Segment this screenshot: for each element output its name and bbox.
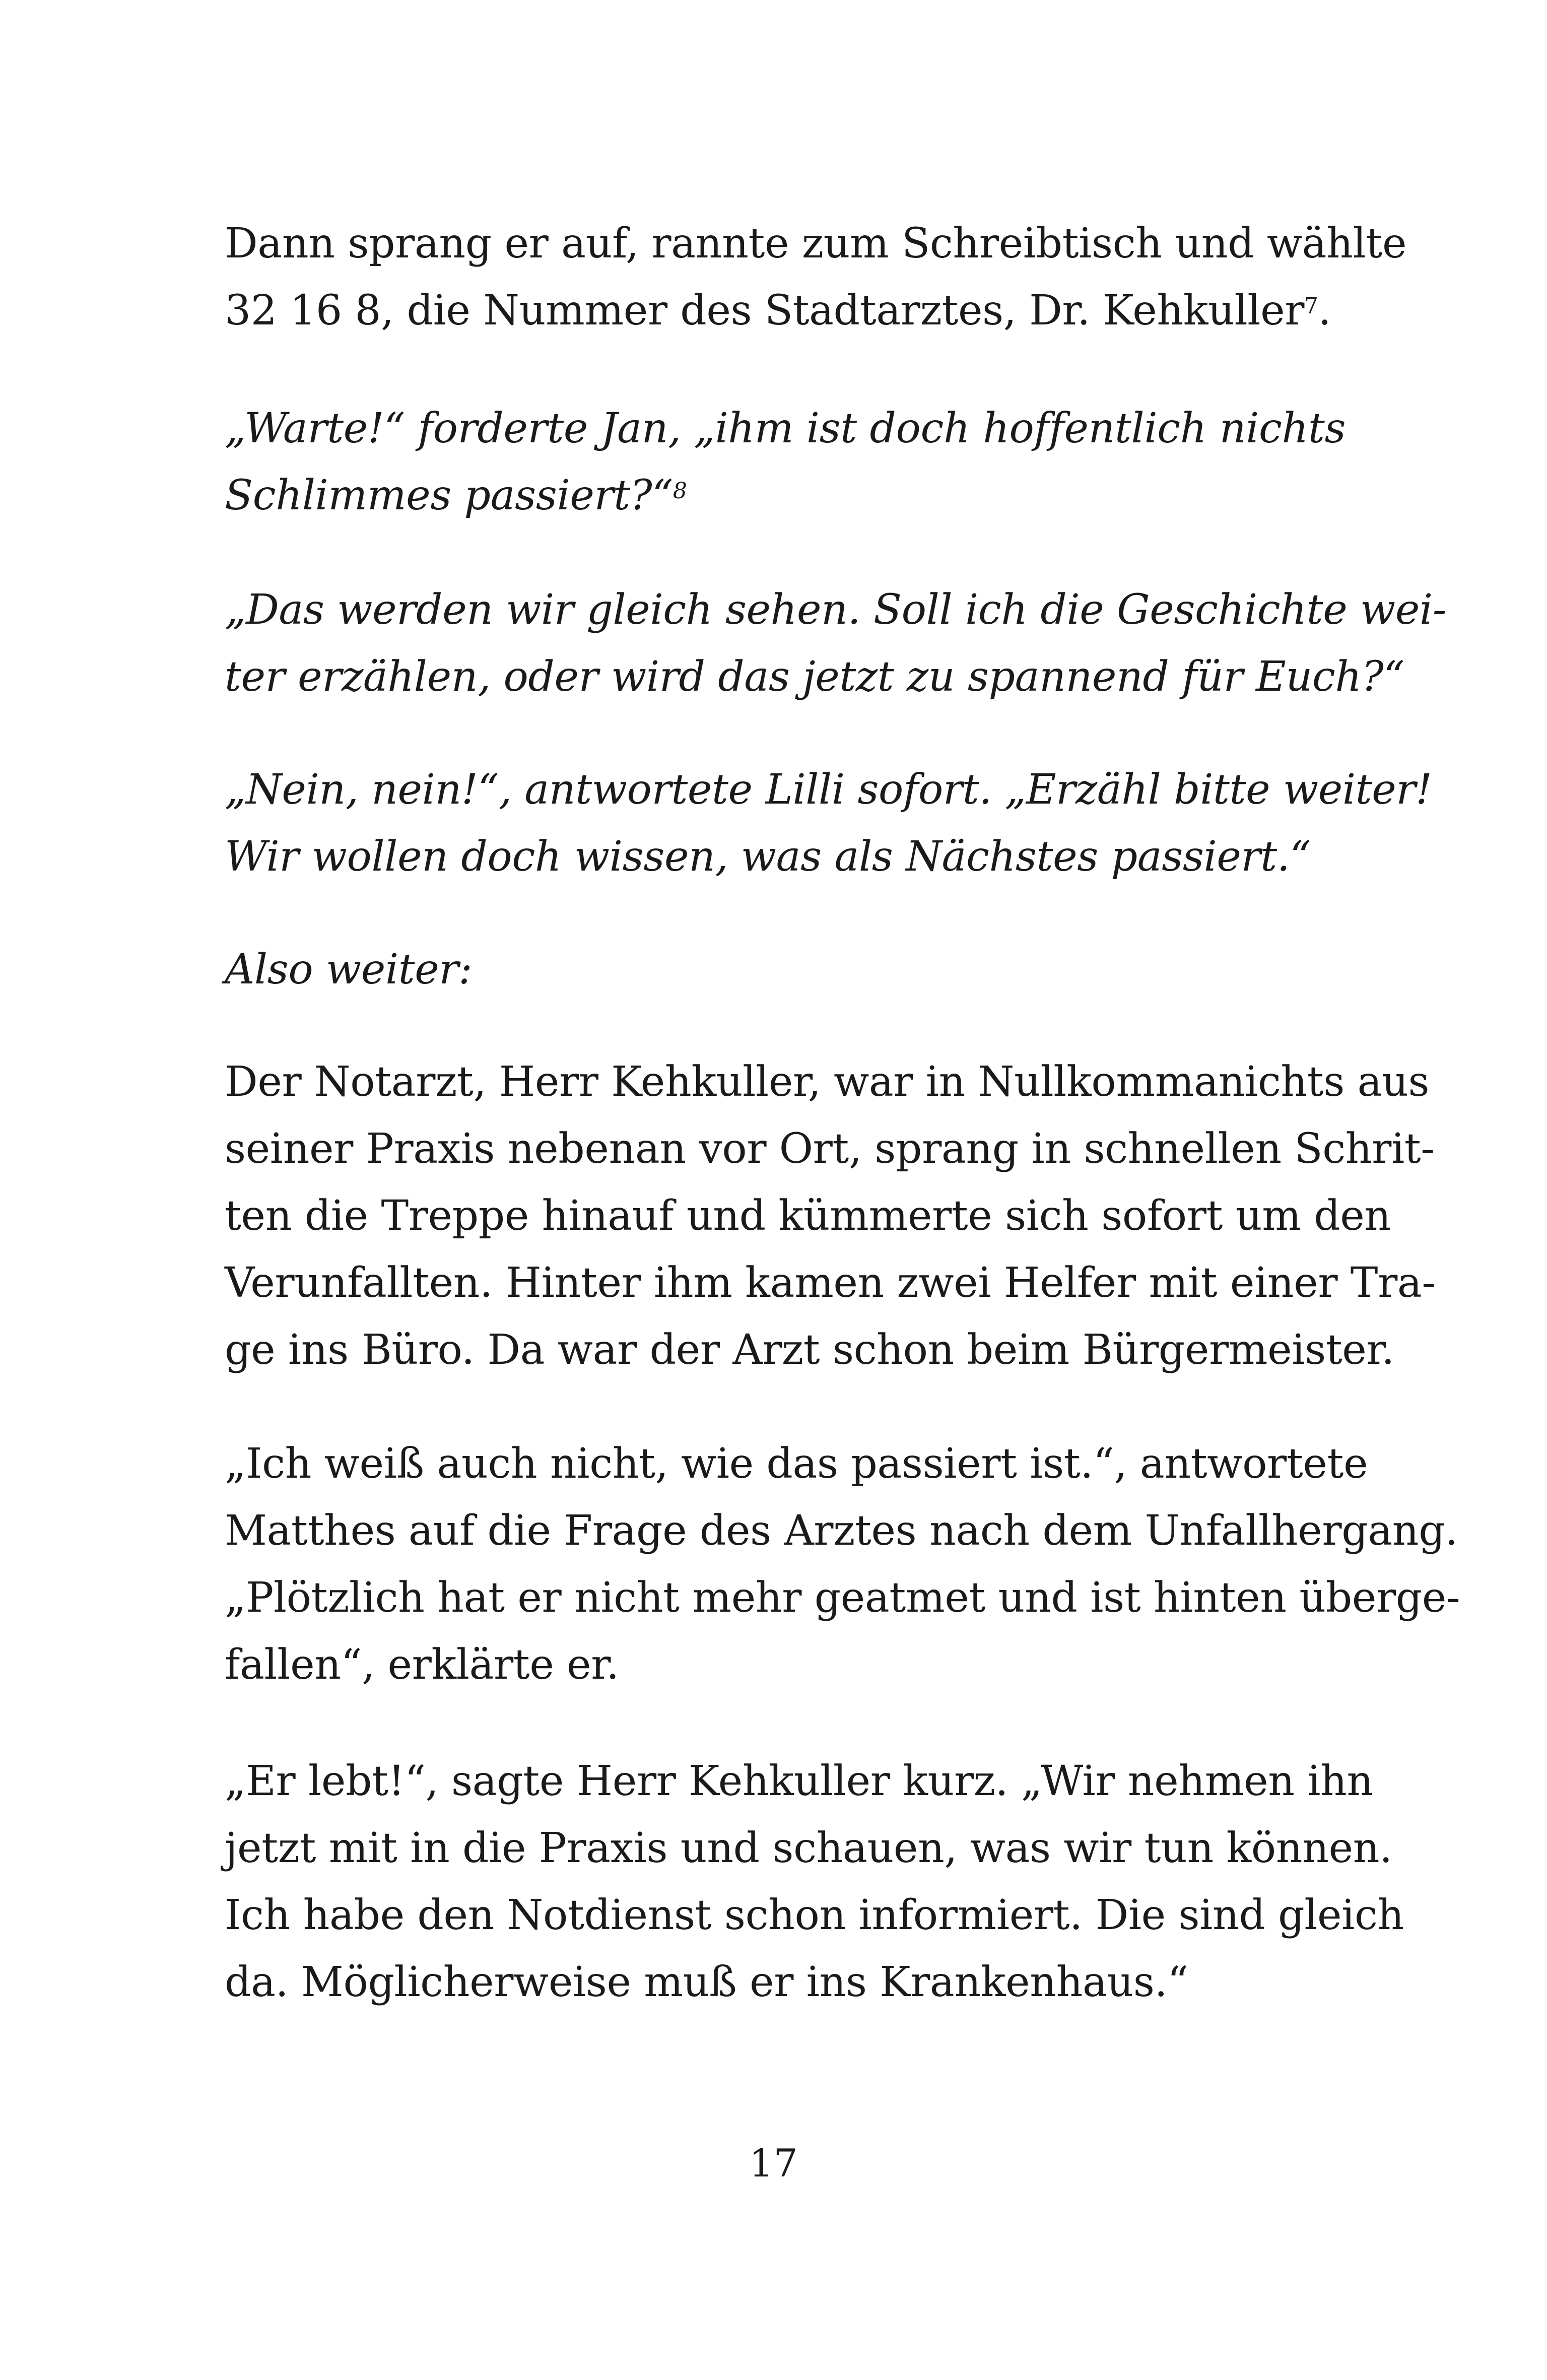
text-line: „Er lebt!“, sagte Herr Kehkuller kurz. „Wir nehmen ihn: [225, 1757, 1373, 1805]
paragraph-5: [225, 936, 1323, 1003]
text-line: „Das werden wir gleich sehen. Soll ich die Geschichte wei-: [225, 586, 1447, 634]
text-line: seiner Praxis nebenan vor Ort, sprang in schnellen Schrit-: [225, 1125, 1435, 1173]
text-line: ter erzählen, oder wird das jetzt zu spannend für Euch?“: [225, 653, 1404, 701]
text-line-content: 32 16 8, die Nummer des Stadtarztes, Dr. Kehkuller: [225, 287, 1305, 335]
text-line: Wir wollen doch wissen, was als Nächstes passiert.“: [225, 833, 1311, 881]
text-line: „Ich weiß auch nicht, wie das passiert ist.“, antwortete: [225, 1440, 1368, 1488]
text-line: jetzt mit in die Praxis und schauen, was wir tun können.: [225, 1824, 1392, 1872]
footnote-reference: 7: [1304, 293, 1318, 319]
text-line: da. Möglicherweise muß er ins Krankenhaus.“: [225, 1958, 1188, 2006]
text-line: [225, 462, 1323, 529]
text-line: Verunfallten. Hinter ihm kamen zwei Helfer mit einer Tra-: [225, 1259, 1436, 1307]
text-line: fallen“, erklärte er.: [225, 1641, 619, 1689]
paragraph-3: [225, 576, 1447, 710]
text-line: „Plötzlich hat er nicht mehr geatmet und ist hinten überge-: [225, 1574, 1460, 1622]
paragraph-8: [225, 1748, 1404, 2016]
paragraph-7: [225, 1430, 1460, 1698]
text-line-tail: .: [1318, 287, 1331, 335]
paragraph-2: [225, 395, 1346, 529]
text-line: Der Notarzt, Herr Kehkuller, war in Nullkommanichts aus: [225, 1058, 1430, 1106]
text-line: Also weiter:: [225, 946, 473, 994]
text-line: Ich habe den Notdienst schon informiert. Die sind gleich: [225, 1891, 1404, 1939]
text-line: Dann sprang er auf, rannte zum Schreibtisch und wählte: [225, 220, 1407, 268]
text-line-content: Schlimmes passiert?“: [225, 472, 673, 519]
text-line: ge ins Büro. Da war der Arzt schon beim Bürgermeister.: [225, 1326, 1394, 1374]
footnote-reference: 8: [672, 478, 687, 504]
text-line: ten die Treppe hinauf und kümmerte sich sofort um den: [225, 1192, 1391, 1240]
paragraph-6: [225, 1048, 1436, 1383]
page-number: 17: [749, 2141, 798, 2186]
text-line: „Nein, nein!“, antwortete Lilli sofort. „Erzähl bitte weiter!: [225, 766, 1432, 814]
paragraph-4: [225, 756, 1432, 890]
text-line: Matthes auf die Frage des Arztes nach dem Unfallhergang.: [225, 1507, 1458, 1555]
text-line: [225, 277, 1331, 344]
paragraph-1: [225, 210, 1407, 344]
text-line: „Warte!“ forderte Jan, „ihm ist doch hoffentlich nichts: [225, 405, 1346, 452]
